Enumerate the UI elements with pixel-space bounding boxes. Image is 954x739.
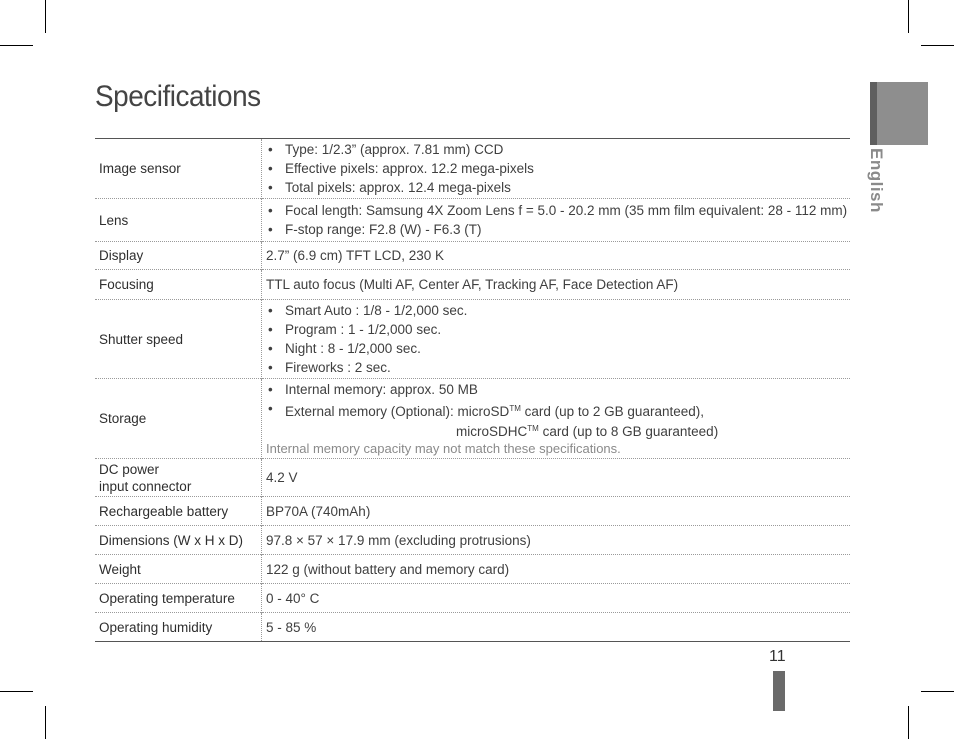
spec-value: 2.7” (6.9 cm) TFT LCD, 230 K (262, 242, 851, 270)
language-tab-edge (870, 82, 877, 145)
table-row (95, 459, 850, 497)
crop-mark (0, 45, 33, 46)
language-tab (870, 82, 928, 145)
spec-label: Display (95, 242, 262, 270)
spec-text: card (up to 8 GB guaranteed) (538, 423, 719, 439)
spec-bullet: • Smart Auto : 1/8 - 1/2,000 sec. (266, 301, 848, 320)
table-row (95, 555, 850, 584)
table-row (95, 379, 850, 459)
crop-mark (921, 691, 954, 692)
specifications-table (95, 138, 850, 642)
spec-label: Dimensions (W x H x D) (95, 526, 262, 555)
page-number-bar (773, 671, 785, 711)
spec-text: External memory (Optional): microSD (285, 403, 510, 419)
spec-note: Internal memory capacity may not match these specifications. (266, 440, 621, 456)
spec-bullet: • Type: 1/2.3” (approx. 7.81 mm) CCD (266, 140, 848, 159)
crop-mark (921, 45, 954, 46)
crop-mark (45, 0, 46, 33)
spec-continuation (266, 421, 848, 439)
spec-value: 97.8 × 57 × 17.9 mm (excluding protrusions) (262, 526, 851, 555)
spec-label: Operating temperature (95, 584, 262, 613)
table-row (95, 139, 850, 199)
spec-bullet: • F-stop range: F2.8 (W) - F6.3 (T) (266, 220, 848, 239)
table-row (95, 613, 850, 642)
spec-bullet: • Night : 8 - 1/2,000 sec. (266, 339, 848, 358)
spec-label: Rechargeable battery (95, 497, 262, 526)
spec-label: Weight (95, 555, 262, 584)
spec-bullet: • Focal length: Samsung 4X Zoom Lens f = 5.0 - 20.2 mm (35 mm film equivalent: 28 - 112 mm) (266, 201, 848, 220)
page-number: 11 (769, 648, 786, 665)
spec-value: 4.2 V (262, 459, 851, 497)
spec-value (262, 300, 851, 379)
spec-label: Shutter speed (95, 300, 262, 379)
spec-label: Focusing (95, 270, 262, 300)
spec-value (262, 199, 851, 242)
spec-label: Lens (95, 199, 262, 242)
spec-label: Operating humidity (95, 613, 262, 642)
trademark-mark: TM (527, 423, 539, 433)
crop-mark (908, 706, 909, 739)
crop-mark (0, 691, 33, 692)
spec-value (262, 379, 851, 459)
spec-text: microSDHC (456, 423, 528, 439)
spec-bullet: • Fireworks : 2 sec. (266, 358, 848, 377)
trademark-mark: TM (509, 403, 521, 413)
spec-bullet: • Program : 1 - 1/2,000 sec. (266, 320, 848, 339)
spec-value: 0 - 40° C (262, 584, 851, 613)
page-title: Specifications (95, 80, 261, 113)
table-row (95, 584, 850, 613)
table-row (95, 526, 850, 555)
table-row (95, 497, 850, 526)
spec-label-line: DC power (99, 461, 160, 477)
table-row (95, 300, 850, 379)
spec-bullet: • Effective pixels: approx. 12.2 mega-pixels (266, 159, 848, 178)
spec-value: TTL auto focus (Multi AF, Center AF, Tracking AF, Face Detection AF) (262, 270, 851, 300)
spec-value (262, 139, 851, 199)
table-row (95, 242, 850, 270)
spec-label: Image sensor (95, 139, 262, 199)
crop-mark (908, 0, 909, 33)
spec-text: card (up to 2 GB guaranteed), (520, 403, 704, 419)
spec-value: 5 - 85 % (262, 613, 851, 642)
spec-bullet: • Total pixels: approx. 12.4 mega-pixels (266, 178, 848, 197)
crop-mark (45, 706, 46, 739)
spec-bullet (266, 399, 848, 421)
spec-label: Storage (95, 379, 262, 459)
language-label: English (867, 148, 886, 213)
spec-value: 122 g (without battery and memory card) (262, 555, 851, 584)
table-row (95, 199, 850, 242)
spec-label-line: input connector (99, 478, 192, 494)
table-row (95, 270, 850, 300)
spec-value: BP70A (740mAh) (262, 497, 851, 526)
spec-bullet: • Internal memory: approx. 50 MB (266, 380, 848, 399)
spec-label (95, 459, 262, 497)
